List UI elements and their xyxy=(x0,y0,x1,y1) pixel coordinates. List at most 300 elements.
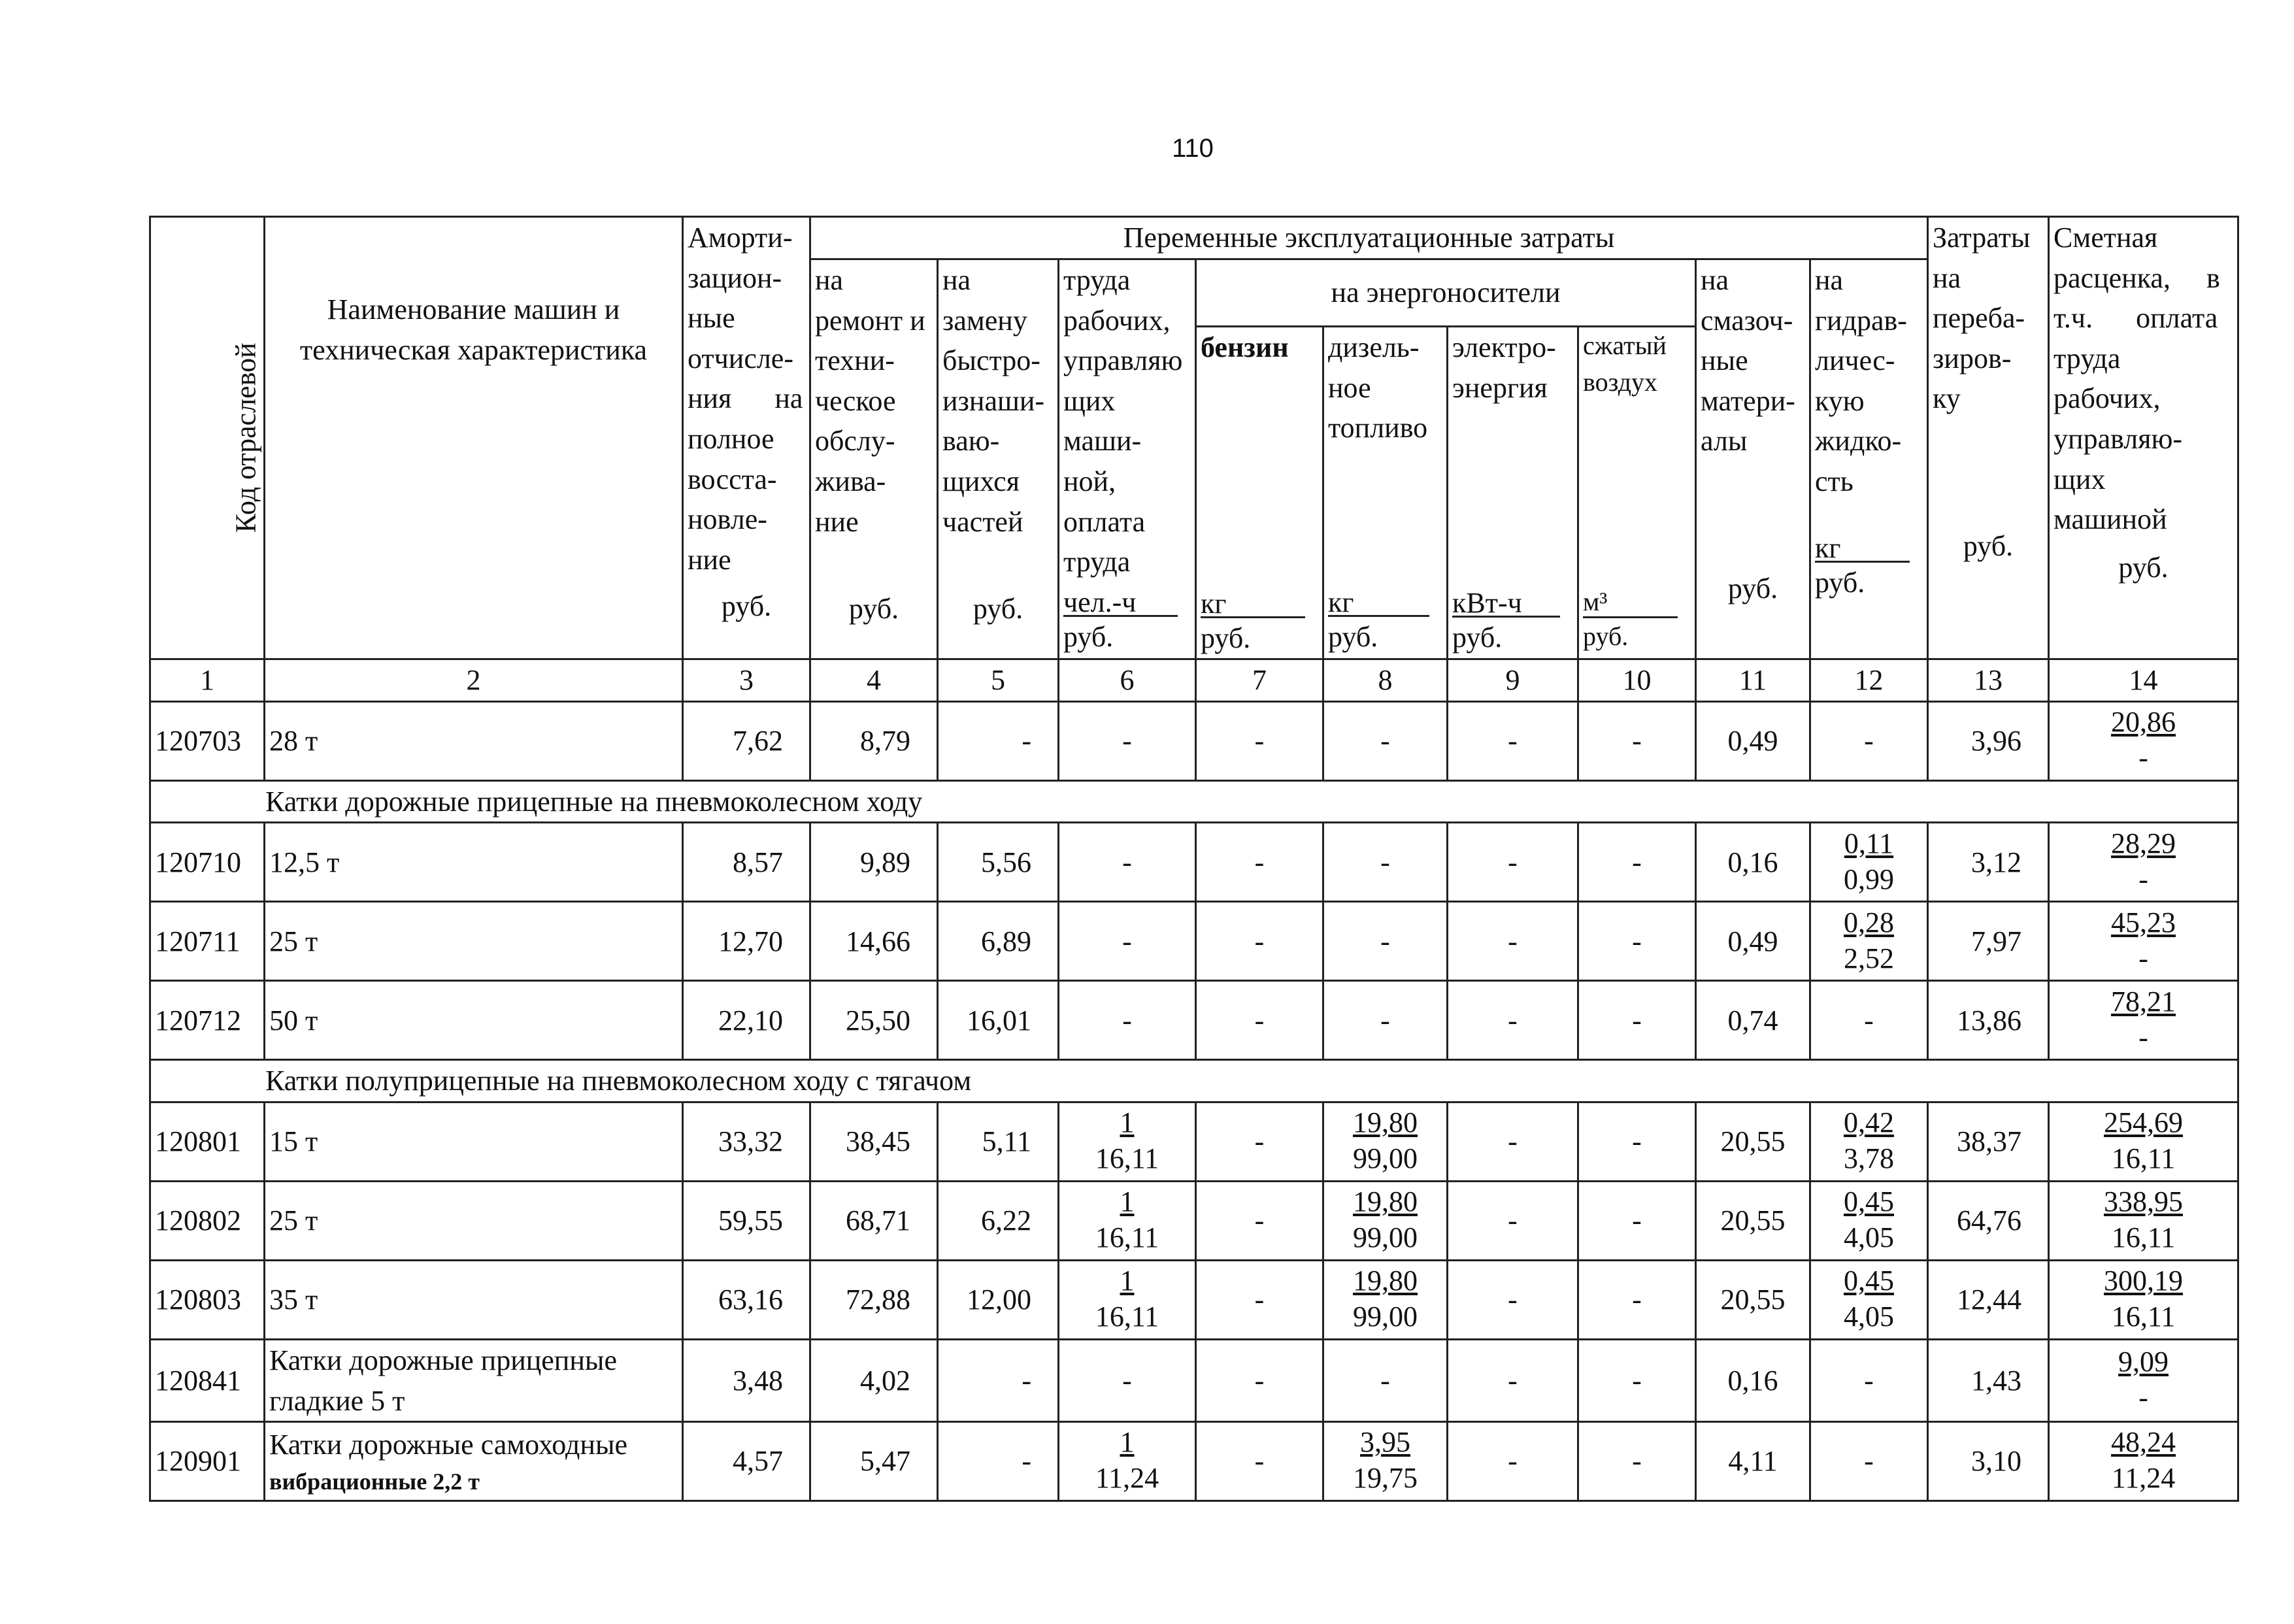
fraction xyxy=(1095,1184,1159,1255)
fraction-top: 28,29 xyxy=(2111,827,2176,859)
cell-col-14 xyxy=(2049,1339,2238,1421)
header-name: Наименование машин и техническая характеристика xyxy=(265,217,683,659)
header-line: энергия xyxy=(1452,371,1548,404)
cell-col-4: 68,71 xyxy=(810,1181,938,1260)
section-row xyxy=(150,1060,2238,1102)
header-line: управляю- xyxy=(2053,422,2183,455)
cell-col-14 xyxy=(2049,701,2238,780)
cell-col-11: 20,55 xyxy=(1696,1260,1810,1339)
header-line: техни- xyxy=(815,344,895,377)
cell-col-6 xyxy=(1059,1181,1196,1260)
cell-col-6: - xyxy=(1059,823,1196,902)
cell-col-8: - xyxy=(1323,823,1448,902)
cell-col-3: 33,32 xyxy=(683,1102,810,1181)
cell-col-5: - xyxy=(938,701,1059,780)
cell-col-9: - xyxy=(1448,981,1578,1060)
cell-col-6: - xyxy=(1059,1339,1196,1421)
fraction-top: 19,80 xyxy=(1353,1185,1418,1218)
cell-col-3: 7,62 xyxy=(683,701,810,780)
fraction-bottom: 99,00 xyxy=(1353,1142,1418,1175)
cell-col-10: - xyxy=(1578,1339,1696,1421)
fraction-bottom: 16,11 xyxy=(2111,1301,2176,1333)
header-line: новле- xyxy=(688,503,767,536)
section-title: Катки полуприцепные на пневмоколесном ходу с тягачом xyxy=(150,1060,2238,1102)
header-line: щих xyxy=(1063,384,1116,417)
cell-col-10: - xyxy=(1578,1181,1696,1260)
cell-col-3: 4,57 xyxy=(683,1422,810,1501)
machine-cost-table xyxy=(149,216,2239,1502)
cell-col-6: - xyxy=(1059,902,1196,981)
cell-col-11: 0,74 xyxy=(1696,981,1810,1060)
section-title: Катки дорожные прицепные на пневмоколесном ходу xyxy=(150,780,2238,823)
cell-col-4: 5,47 xyxy=(810,1422,938,1501)
cell-col-3: 22,10 xyxy=(683,981,810,1060)
fraction xyxy=(2111,984,2176,1055)
cell-col-11: 0,16 xyxy=(1696,823,1810,902)
column-number-2: 2 xyxy=(265,659,683,702)
fraction-bottom: 99,00 xyxy=(1353,1301,1418,1333)
header-line: восста- xyxy=(688,463,777,495)
header-line: зацион- xyxy=(688,261,782,294)
header-labor: труда рабочих, управляю щих маши- ной, оплата труда чел.-ч руб. xyxy=(1059,259,1196,659)
cell-col-3: 59,55 xyxy=(683,1181,810,1260)
header-line: смазоч- xyxy=(1701,304,1793,337)
cell-col-4: 72,88 xyxy=(810,1260,938,1339)
fraction xyxy=(2111,825,2176,897)
header-line: т.ч. оплата xyxy=(2053,302,2218,335)
cell-col-5: 6,22 xyxy=(938,1181,1059,1260)
header-variable-costs: Переменные эксплуатационные затраты xyxy=(810,217,1928,259)
cell-col-3: 8,57 xyxy=(683,823,810,902)
header-line: сжатый xyxy=(1583,331,1667,360)
header-line: ремонт и xyxy=(815,304,925,337)
fraction xyxy=(1353,1104,1418,1176)
cell-col-13: 1,43 xyxy=(1928,1339,2049,1421)
table-row xyxy=(150,1422,2238,1501)
cell-col-12 xyxy=(1810,1102,1928,1181)
fraction xyxy=(1844,1263,1894,1334)
cell-col-12 xyxy=(1810,1260,1928,1339)
column-number-8: 8 xyxy=(1323,659,1448,702)
fraction-bottom: 4,05 xyxy=(1844,1221,1894,1254)
fraction-top: 45,23 xyxy=(2111,906,2176,938)
cell-col-9: - xyxy=(1448,1181,1578,1260)
fraction-bottom: 19,75 xyxy=(1353,1462,1418,1495)
cell-col-7: - xyxy=(1196,823,1323,902)
cell-col-5: 16,01 xyxy=(938,981,1059,1060)
cell-col-8 xyxy=(1323,1422,1448,1501)
column-number-14: 14 xyxy=(2049,659,2238,702)
column-number-12: 12 xyxy=(1810,659,1928,702)
header-diesel: дизель- ное топливо кг руб. xyxy=(1323,327,1448,659)
cell-col-11: 0,49 xyxy=(1696,902,1810,981)
header-line: на xyxy=(942,264,971,296)
header-line: ное xyxy=(1328,371,1371,404)
name-line-1: Катки дорожные самоходные xyxy=(269,1429,628,1461)
cell-col-10: - xyxy=(1578,701,1696,780)
header-hydraulic: на гидрав- личес- кую жидко- сть кг руб. xyxy=(1810,259,1928,659)
header-line: воздух xyxy=(1583,367,1658,397)
cell-col-3: 12,70 xyxy=(683,902,810,981)
fraction-bottom: - xyxy=(2138,741,2148,774)
column-number-row xyxy=(150,659,2238,702)
cell-col-14 xyxy=(2049,1181,2238,1260)
cell-col-9: - xyxy=(1448,1102,1578,1181)
header-line: Аморти- xyxy=(688,222,793,254)
fraction-bottom: 2,52 xyxy=(1844,942,1894,974)
header-line: рабочих, xyxy=(2053,382,2161,415)
cell-col-12: - xyxy=(1810,701,1928,780)
cell-code: 120712 xyxy=(150,981,265,1060)
table-row xyxy=(150,1181,2238,1260)
column-number-1: 1 xyxy=(150,659,265,702)
fraction-bottom: 16,11 xyxy=(1095,1221,1159,1254)
cell-col-12 xyxy=(1810,902,1928,981)
header-line: ку xyxy=(1933,382,1961,415)
fraction-top: 0,45 xyxy=(1844,1265,1894,1297)
fraction-top: 338,95 xyxy=(2104,1185,2184,1218)
cell-col-7: - xyxy=(1196,1260,1323,1339)
header-line: переба- xyxy=(1933,302,2025,335)
header-line: жидко- xyxy=(1815,425,1902,457)
header-line: щихся xyxy=(942,465,1020,497)
header-line: рабочих, xyxy=(1063,304,1171,337)
column-number-13: 13 xyxy=(1928,659,2049,702)
header-line: сть xyxy=(1815,465,1853,497)
header-line: на xyxy=(1815,264,1844,296)
fraction-bottom: - xyxy=(2138,863,2148,895)
cell-col-8: - xyxy=(1323,701,1448,780)
cell-col-4: 8,79 xyxy=(810,701,938,780)
cell-col-5: 6,89 xyxy=(938,902,1059,981)
header-line: Сметная xyxy=(2053,222,2158,254)
header-estimate: Сметная расценка, в т.ч. оплата труда рабочих, управляю- щих машиной руб. xyxy=(2049,217,2238,659)
fraction-bottom: 11,24 xyxy=(2111,1462,2176,1495)
section-row xyxy=(150,780,2238,823)
fraction-top: 1 xyxy=(1120,1106,1135,1139)
cell-col-11: 0,49 xyxy=(1696,701,1810,780)
cell-col-4: 9,89 xyxy=(810,823,938,902)
table-row xyxy=(150,823,2238,902)
cell-col-9: - xyxy=(1448,823,1578,902)
header-line: дизель- xyxy=(1328,331,1420,363)
header-line: обслу- xyxy=(815,425,895,457)
column-number-9: 9 xyxy=(1448,659,1578,702)
cell-col-6: - xyxy=(1059,981,1196,1060)
fraction-top: 0,45 xyxy=(1844,1185,1894,1218)
header-line: алы xyxy=(1701,425,1748,457)
cell-col-10: - xyxy=(1578,981,1696,1060)
cell-col-5: 5,11 xyxy=(938,1102,1059,1181)
header-line: управляю xyxy=(1063,344,1183,377)
fraction-bottom: 16,11 xyxy=(1095,1301,1159,1333)
fraction xyxy=(1095,1263,1159,1334)
cell-col-13: 38,37 xyxy=(1928,1102,2049,1181)
cell-col-10: - xyxy=(1578,902,1696,981)
name-line-2: вибрационные 2,2 т xyxy=(269,1468,480,1495)
header-line: отчисле- xyxy=(688,342,793,374)
cell-col-12: - xyxy=(1810,1422,1928,1501)
cell-col-4: 14,66 xyxy=(810,902,938,981)
fraction-top: 78,21 xyxy=(2111,985,2176,1018)
fraction xyxy=(2104,1263,2183,1334)
cell-col-5: - xyxy=(938,1339,1059,1421)
cell-col-9: - xyxy=(1448,701,1578,780)
fraction-top: 254,69 xyxy=(2104,1106,2184,1139)
fraction xyxy=(1095,1104,1159,1176)
header-replace: на замену быстро- изнаши- ваю- щихся частей руб. xyxy=(938,259,1059,659)
cell-code: 120710 xyxy=(150,823,265,902)
cell-name xyxy=(265,1422,683,1501)
cell-col-13: 3,10 xyxy=(1928,1422,2049,1501)
header-line: матери- xyxy=(1701,384,1795,417)
header-line: на xyxy=(1701,264,1729,296)
cell-col-13: 12,44 xyxy=(1928,1260,2049,1339)
header-petrol: бензин кг руб. xyxy=(1196,327,1323,659)
fraction xyxy=(1353,1263,1418,1334)
cell-col-14 xyxy=(2049,981,2238,1060)
cell-col-9: - xyxy=(1448,902,1578,981)
fraction-top: 9,09 xyxy=(2118,1345,2169,1378)
header-line: на xyxy=(815,264,844,296)
header-line: жива- xyxy=(815,465,886,497)
cell-col-6 xyxy=(1059,1422,1196,1501)
fraction-top: 3,95 xyxy=(1360,1426,1410,1459)
cell-col-7: - xyxy=(1196,981,1323,1060)
cell-col-7: - xyxy=(1196,1339,1323,1421)
fraction-bottom: 4,05 xyxy=(1844,1301,1894,1333)
table-row xyxy=(150,902,2238,981)
header-row-1 xyxy=(150,217,2238,259)
fraction xyxy=(2104,1184,2183,1255)
cell-code: 120803 xyxy=(150,1260,265,1339)
cell-col-14 xyxy=(2049,823,2238,902)
fraction-top: 19,80 xyxy=(1353,1265,1418,1297)
fraction-bottom: 16,11 xyxy=(2111,1221,2176,1254)
page-number: 110 xyxy=(1172,134,1214,163)
cell-col-10: - xyxy=(1578,1260,1696,1339)
header-line: ные xyxy=(688,302,735,335)
fraction xyxy=(1095,1424,1159,1496)
cell-name: 25 т xyxy=(265,1181,683,1260)
header-code: Код отраслевой xyxy=(150,217,265,659)
header-line: Затраты xyxy=(1933,222,2031,254)
header-line: труда xyxy=(2053,342,2121,374)
fraction xyxy=(1844,825,1894,897)
cell-col-12 xyxy=(1810,1181,1928,1260)
fraction-top: 1 xyxy=(1120,1265,1135,1297)
cell-col-9: - xyxy=(1448,1260,1578,1339)
fraction-bottom: 16,11 xyxy=(1095,1142,1159,1175)
fraction-top: 1 xyxy=(1120,1426,1135,1459)
fraction xyxy=(2118,1344,2169,1416)
header-line: гидрав- xyxy=(1815,304,1907,337)
fraction xyxy=(1353,1424,1418,1496)
cell-col-11: 4,11 xyxy=(1696,1422,1810,1501)
header-line: топливо xyxy=(1328,412,1428,444)
cell-code: 120703 xyxy=(150,701,265,780)
fraction-bottom: 99,00 xyxy=(1353,1221,1418,1254)
cell-name: 25 т xyxy=(265,902,683,981)
header-air: сжатый воздух м³ руб. xyxy=(1578,327,1696,659)
header-line: ваю- xyxy=(942,425,1000,457)
cell-col-10: - xyxy=(1578,1102,1696,1181)
fraction-top: 1 xyxy=(1120,1185,1135,1218)
header-line: полное xyxy=(688,422,774,455)
cell-col-8 xyxy=(1323,1181,1448,1260)
header-line: личес- xyxy=(1815,344,1895,377)
header-lubricants: на смазоч- ные матери- алы руб. xyxy=(1696,259,1810,659)
column-number-10: 10 xyxy=(1578,659,1696,702)
header-line: электро- xyxy=(1452,331,1556,363)
table-row xyxy=(150,1102,2238,1181)
column-number-5: 5 xyxy=(938,659,1059,702)
cell-col-7: - xyxy=(1196,1181,1323,1260)
cell-name: Катки дорожные прицепные гладкие 5 т xyxy=(265,1339,683,1421)
cell-name: 28 т xyxy=(265,701,683,780)
header-line: быстро- xyxy=(942,344,1040,377)
cell-col-4: 4,02 xyxy=(810,1339,938,1421)
cell-col-14 xyxy=(2049,1422,2238,1501)
column-number-7: 7 xyxy=(1196,659,1323,702)
fraction xyxy=(1844,1184,1894,1255)
fraction xyxy=(2104,1104,2183,1176)
header-line: машиной xyxy=(2053,503,2167,536)
cell-col-7: - xyxy=(1196,1422,1323,1501)
header-line: на xyxy=(1933,261,1961,294)
fraction-bottom: 3,78 xyxy=(1844,1142,1894,1175)
header-line: ной, xyxy=(1063,465,1116,497)
column-number-11: 11 xyxy=(1696,659,1810,702)
fraction xyxy=(1353,1184,1418,1255)
fraction-top: 19,80 xyxy=(1353,1106,1418,1139)
cell-name: 50 т xyxy=(265,981,683,1060)
header-line: труда xyxy=(1063,264,1131,296)
header-line: маши- xyxy=(1063,425,1142,457)
cell-name: 35 т xyxy=(265,1260,683,1339)
header-line: изнаши- xyxy=(942,384,1045,417)
cell-code: 120801 xyxy=(150,1102,265,1181)
header-line: труда xyxy=(1063,546,1131,578)
cell-col-12: - xyxy=(1810,981,1928,1060)
table-row xyxy=(150,701,2238,780)
cell-col-9: - xyxy=(1448,1339,1578,1421)
fraction-top: 300,19 xyxy=(2104,1265,2184,1297)
fraction-top: 0,28 xyxy=(1844,906,1894,938)
cell-col-8: - xyxy=(1323,1339,1448,1421)
header-line: ние xyxy=(688,543,731,576)
cell-code: 120841 xyxy=(150,1339,265,1421)
fraction-top: 20,86 xyxy=(2111,705,2176,738)
cell-col-13: 3,96 xyxy=(1928,701,2049,780)
cell-col-4: 38,45 xyxy=(810,1102,938,1181)
fraction xyxy=(2111,704,2176,776)
fraction-bottom: - xyxy=(2138,942,2148,974)
cell-col-12 xyxy=(1810,823,1928,902)
fraction xyxy=(2111,1424,2176,1496)
cell-col-6 xyxy=(1059,1260,1196,1339)
table-row xyxy=(150,1260,2238,1339)
cell-col-3: 3,48 xyxy=(683,1339,810,1421)
header-repair: на ремонт и техни- ческое обслу- жива- ние руб. xyxy=(810,259,938,659)
cell-col-14 xyxy=(2049,1102,2238,1181)
cell-col-8: - xyxy=(1323,902,1448,981)
cell-col-7: - xyxy=(1196,1102,1323,1181)
cell-code: 120711 xyxy=(150,902,265,981)
cell-col-9: - xyxy=(1448,1422,1578,1501)
cell-name: 15 т xyxy=(265,1102,683,1181)
cell-col-10: - xyxy=(1578,1422,1696,1501)
header-line: щих xyxy=(2053,463,2106,495)
fraction-bottom: 16,11 xyxy=(2111,1142,2176,1175)
fraction xyxy=(1844,904,1894,976)
cell-col-11: 20,55 xyxy=(1696,1102,1810,1181)
header-electric: электро- энергия кВт-ч руб. xyxy=(1448,327,1578,659)
cell-col-3: 63,16 xyxy=(683,1260,810,1339)
cell-code: 120901 xyxy=(150,1422,265,1501)
header-line: ния на xyxy=(688,382,803,415)
column-number-4: 4 xyxy=(810,659,938,702)
cell-col-11: 20,55 xyxy=(1696,1181,1810,1260)
fraction-bottom: 11,24 xyxy=(1095,1462,1159,1495)
cell-col-14 xyxy=(2049,902,2238,981)
cell-col-13: 64,76 xyxy=(1928,1181,2049,1260)
cell-code: 120802 xyxy=(150,1181,265,1260)
cell-col-14 xyxy=(2049,1260,2238,1339)
column-number-3: 3 xyxy=(683,659,810,702)
fraction-bottom: - xyxy=(2138,1381,2148,1414)
cell-col-13: 7,97 xyxy=(1928,902,2049,981)
cell-col-7: - xyxy=(1196,902,1323,981)
cell-col-8: - xyxy=(1323,981,1448,1060)
header-line: ческое xyxy=(815,384,896,417)
cell-col-8 xyxy=(1323,1102,1448,1181)
cell-col-4: 25,50 xyxy=(810,981,938,1060)
cell-col-13: 3,12 xyxy=(1928,823,2049,902)
header-line: ные xyxy=(1701,344,1748,377)
fraction-top: 48,24 xyxy=(2111,1426,2176,1459)
header-line: замену xyxy=(942,304,1027,337)
cell-col-5: 12,00 xyxy=(938,1260,1059,1339)
cell-col-11: 0,16 xyxy=(1696,1339,1810,1421)
fraction-bottom: 0,99 xyxy=(1844,863,1894,895)
fraction xyxy=(2111,904,2176,976)
fraction-top: 0,11 xyxy=(1844,827,1894,859)
fraction-top: 0,42 xyxy=(1844,1106,1894,1139)
cell-col-13: 13,86 xyxy=(1928,981,2049,1060)
column-number-6: 6 xyxy=(1059,659,1196,702)
cell-col-6 xyxy=(1059,1102,1196,1181)
header-line: оплата xyxy=(1063,505,1146,538)
header-amortization: Аморти- зацион- ные отчисле- ния на полное восста- новле- ние руб. xyxy=(683,217,810,659)
header-line: ние xyxy=(815,505,859,538)
cell-col-7: - xyxy=(1196,701,1323,780)
header-line: частей xyxy=(942,505,1023,538)
cell-col-5: 5,56 xyxy=(938,823,1059,902)
table-row xyxy=(150,981,2238,1060)
cell-col-5: - xyxy=(938,1422,1059,1501)
header-line: кую xyxy=(1815,384,1865,417)
cell-col-10: - xyxy=(1578,823,1696,902)
cell-col-6: - xyxy=(1059,701,1196,780)
cell-col-8 xyxy=(1323,1260,1448,1339)
fraction-bottom: - xyxy=(2138,1021,2148,1053)
cell-col-12: - xyxy=(1810,1339,1928,1421)
cell-name: 12,5 т xyxy=(265,823,683,902)
header-energy: на энергоносители xyxy=(1196,259,1696,327)
fraction xyxy=(1844,1104,1894,1176)
header-line: зиров- xyxy=(1933,342,2012,374)
